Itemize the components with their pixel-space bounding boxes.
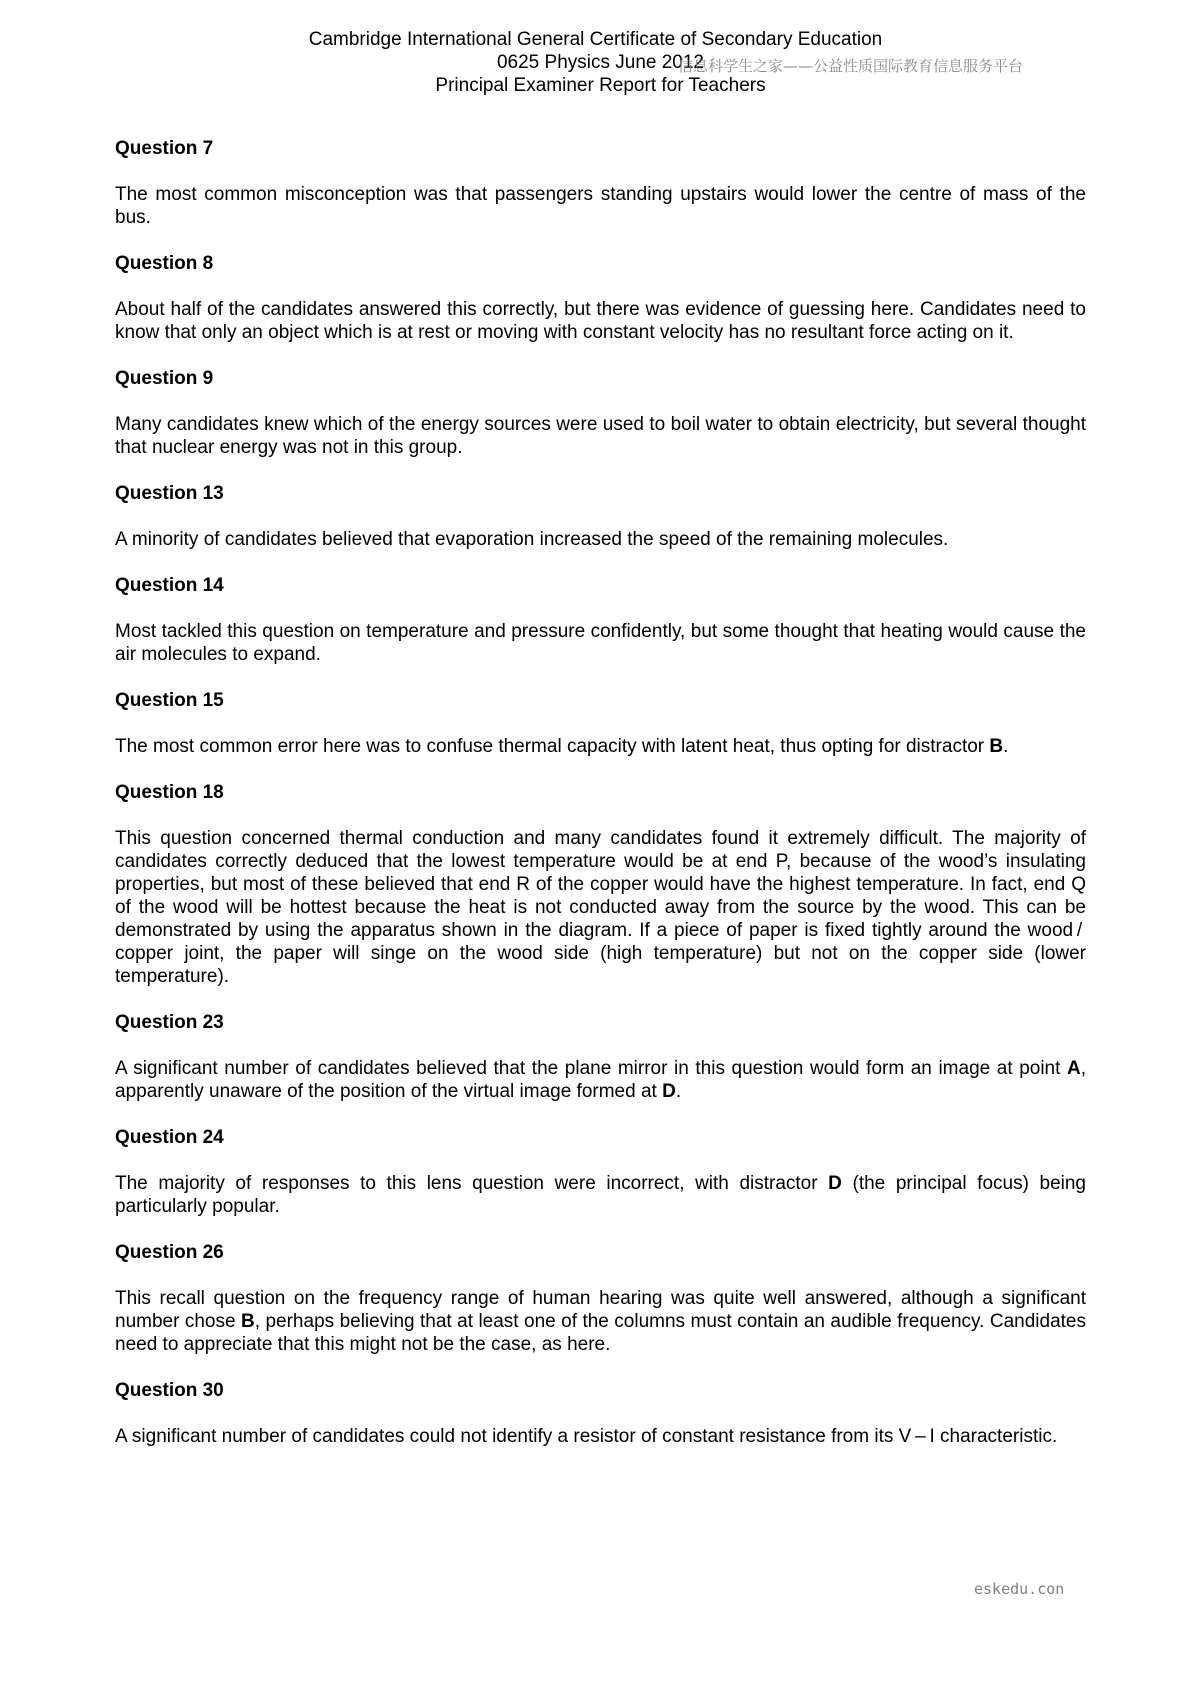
question-9-title: Question 9 <box>115 368 214 389</box>
question-30-body: A significant number of candidates could not identify a resistor of constant resistance from its V – I characteristic. <box>115 1426 1058 1447</box>
question-15-text-pre: The most common error here was to confuse thermal capacity with latent heat, thus opting for distractor <box>115 736 990 757</box>
question-15-distractor: B <box>989 736 1004 757</box>
question-24-body <box>115 1172 1086 1218</box>
header-line-2: 0625 Physics June 2012 <box>496 52 705 73</box>
question-26-choice: B <box>241 1311 255 1332</box>
question-23-title: Question 23 <box>115 1012 224 1033</box>
question-8-body: About half of the candidates answered this correctly, but there was evidence of guessing here. Candidates need to know that only an object which is at rest or moving with constant velocity has no resultant force acting on it. <box>115 299 1086 343</box>
question-7-body: The most common misconception was that passengers standing upstairs would lower the centre of mass of the bus. <box>115 184 1086 228</box>
question-26-text-pre: This recall question on the frequency range of human hearing was quite well answered, although a significant number chose <box>115 1288 1086 1332</box>
question-13-title: Question 13 <box>115 483 224 504</box>
question-23-point-d: D <box>662 1081 676 1102</box>
question-18-title: Question 18 <box>115 782 224 803</box>
question-26-body <box>115 1287 1086 1356</box>
question-23-point-a: A <box>1066 1058 1081 1079</box>
question-15-text-post: . <box>1003 736 1009 757</box>
report-body <box>115 137 1086 1471</box>
question-14-title: Question 14 <box>115 575 224 596</box>
question-24-distractor: D <box>828 1173 842 1194</box>
question-14-body: Most tackled this question on temperature and pressure confidently, but some thought that heating would cause the air molecules to expand. <box>115 621 1086 665</box>
footer-site-name: eskedu.con <box>974 1580 1065 1598</box>
question-23-text-pre: A significant number of candidates believed that the plane mirror in this question would form an image at point <box>115 1058 1067 1079</box>
watermark-text: 信息科学生之家——公益性质国际教育信息服务平台 <box>678 57 1024 75</box>
question-24-text-pre: The majority of responses to this lens question were incorrect, with distractor <box>115 1173 829 1194</box>
question-18-body: This question concerned thermal conduction and many candidates found it extremely difficult. The majority of candidates correctly deduced that the lowest temperature would be at end P, because of the wood’s insulating properties, but most of these believed that end R of the copper would have the highest temperature. In fact, end Q of the wood will be hottest because the heat is not conducted away from the source by the wood. This can be demonstrated by using the apparatus shown in the diagram. If a piece of paper is fixed tightly around the wood / copper joint, the paper will singe on the wood side (high temperature) but not on the copper side (lower temperature). <box>115 828 1086 987</box>
question-15-title: Question 15 <box>115 690 224 711</box>
question-26-text-post: , perhaps believing that at least one of the columns must contain an audible frequency. Candidates need to appreciate that this might not be the case, as here. <box>115 1311 1086 1355</box>
question-7-title: Question 7 <box>115 138 214 159</box>
question-24-text-post: (the principal focus) being particularly popular. <box>115 1173 1086 1217</box>
question-9-body: Many candidates knew which of the energy sources were used to boil water to obtain electricity, but several thought that nuclear energy was not in this group. <box>115 414 1086 458</box>
question-30-title: Question 30 <box>115 1380 224 1401</box>
question-24-title: Question 24 <box>115 1127 224 1148</box>
question-26-title: Question 26 <box>115 1242 224 1263</box>
question-13-body: A minority of candidates believed that evaporation increased the speed of the remaining molecules. <box>115 529 949 550</box>
question-23-text-mid: , apparently unaware of the position of the virtual image formed at <box>115 1058 1086 1102</box>
question-15-body <box>115 735 1086 758</box>
question-23-text-post: . <box>675 1081 682 1102</box>
header-line-3: Principal Examiner Report for Teachers <box>435 75 766 96</box>
question-8-title: Question 8 <box>115 253 214 274</box>
header-line-1: Cambridge International General Certificate of Secondary Education <box>308 29 883 50</box>
question-23-body <box>115 1057 1086 1103</box>
